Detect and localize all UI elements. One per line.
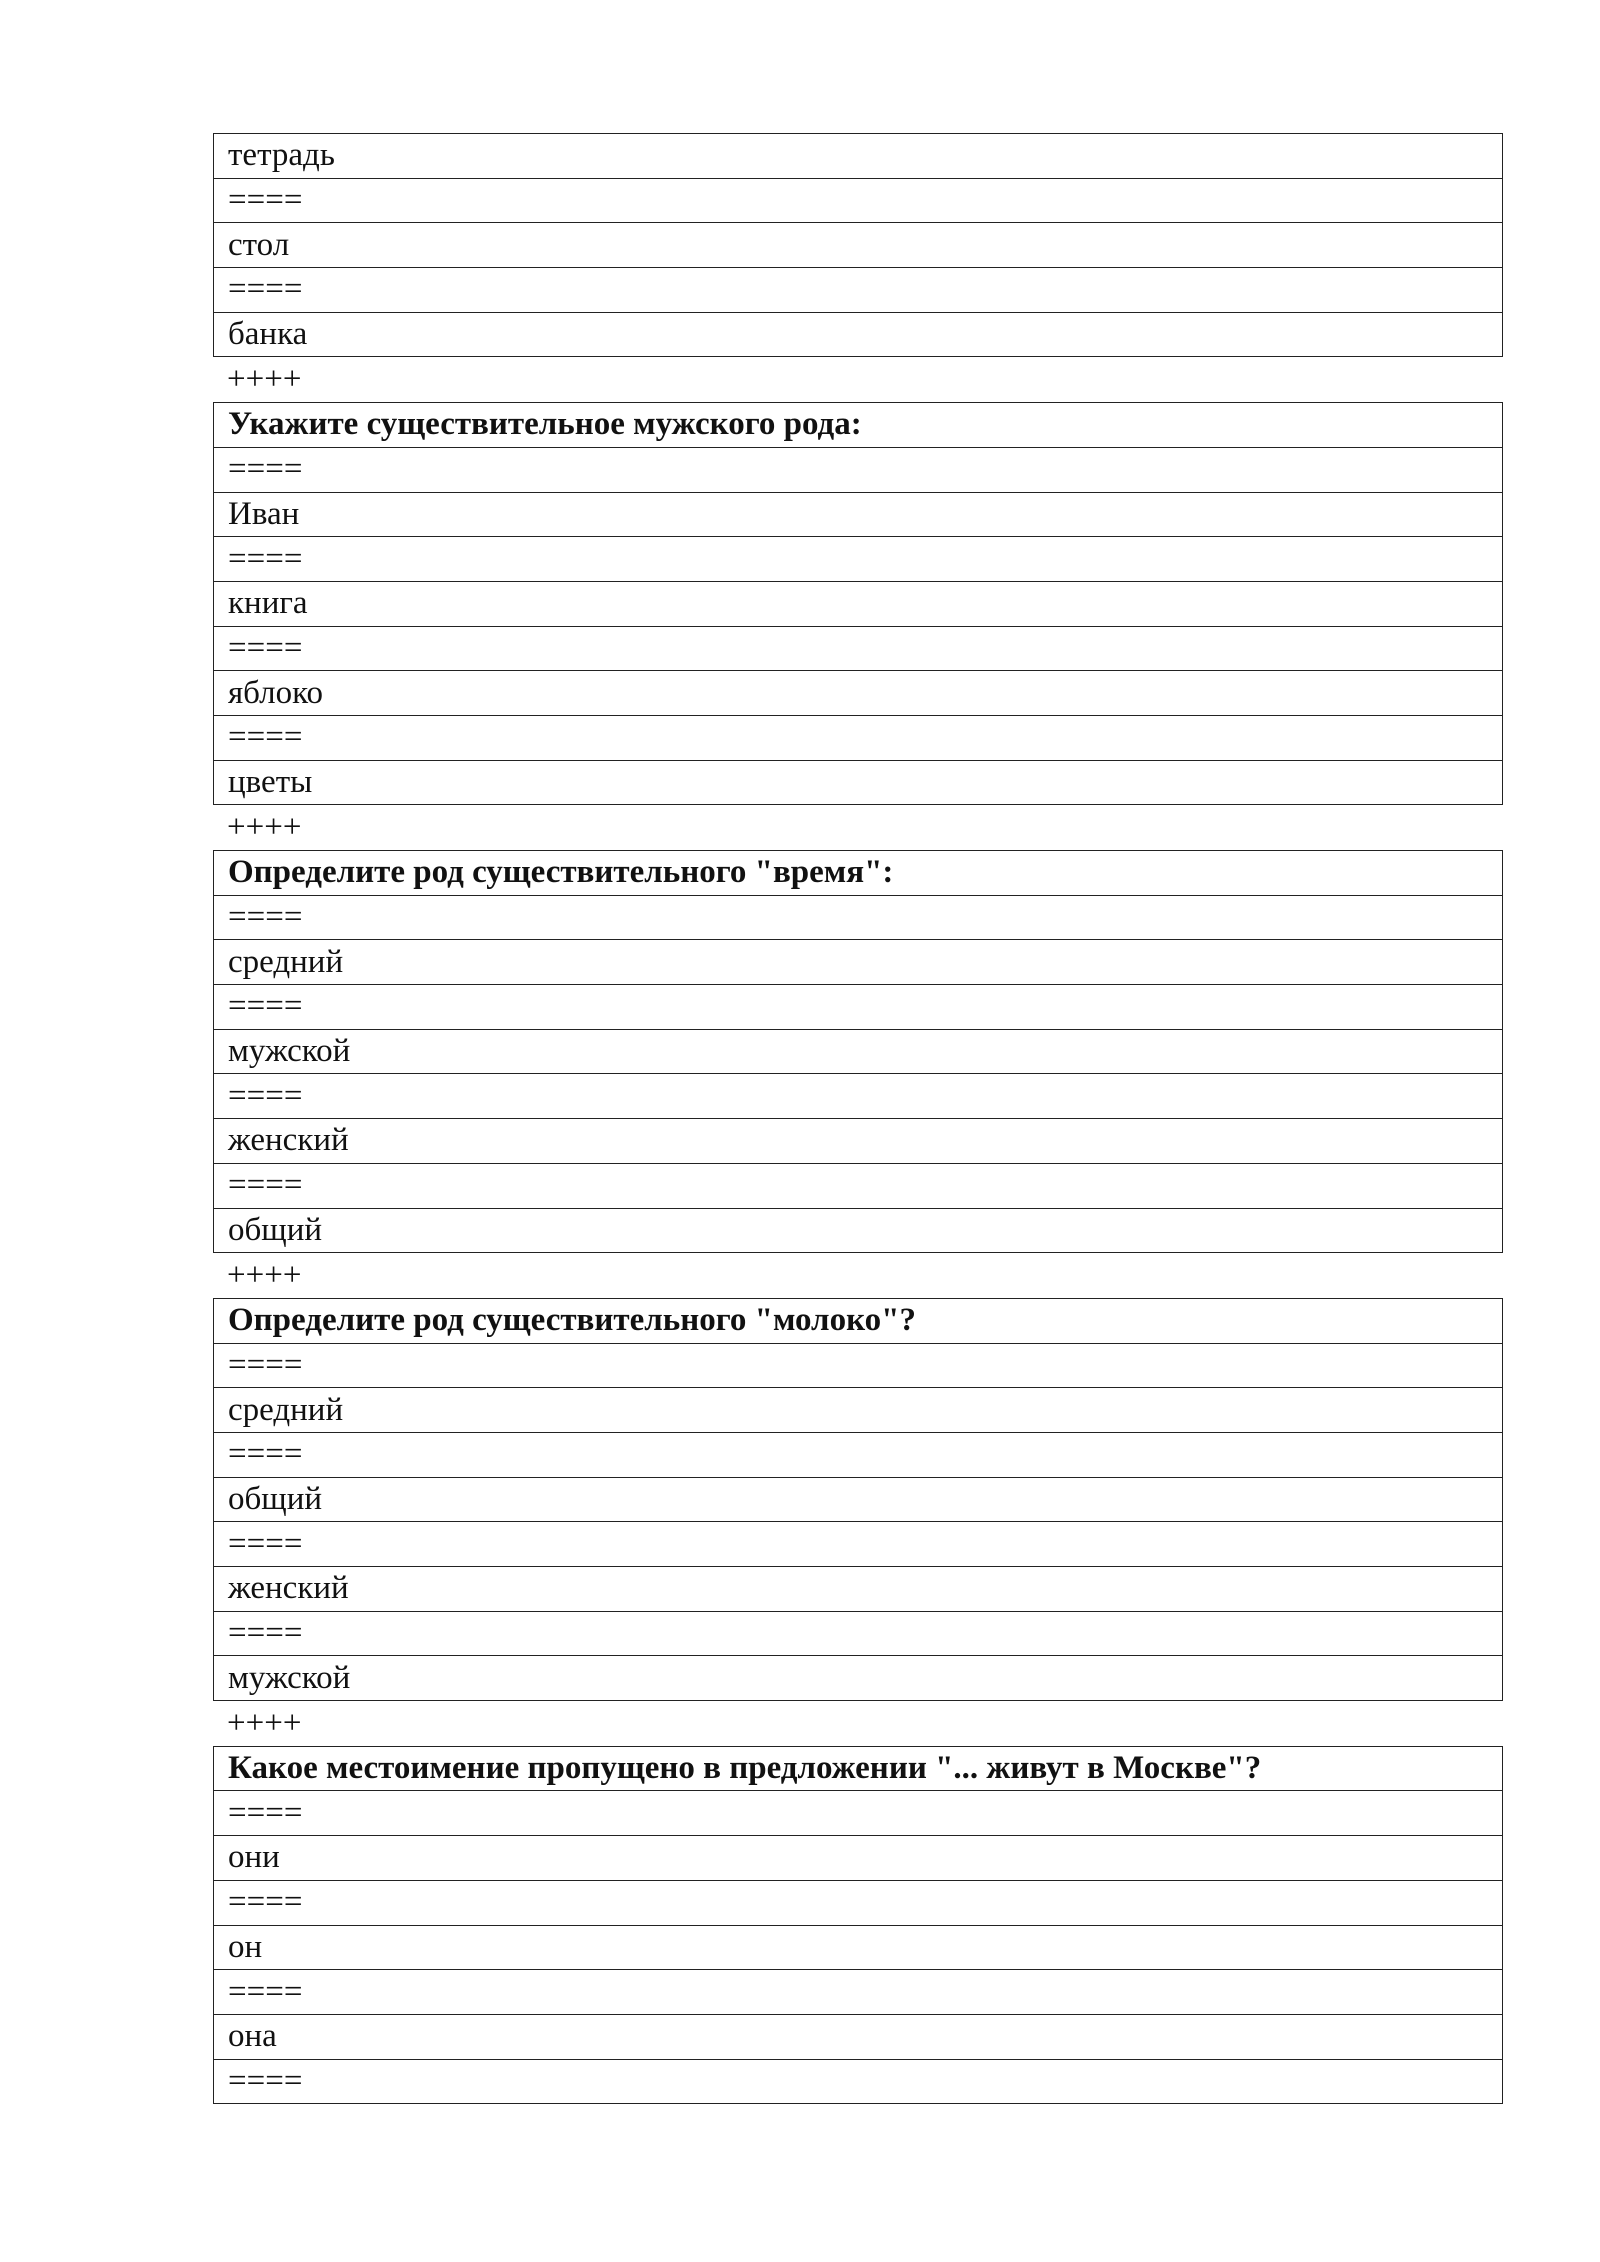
quiz-block-3 bbox=[213, 1298, 1503, 1701]
answer-option: женский bbox=[214, 1567, 1503, 1612]
answer-option: общий bbox=[214, 1208, 1503, 1253]
quiz-block-1 bbox=[213, 402, 1503, 805]
question-text: Определите род существительного "молоко"? bbox=[214, 1298, 1503, 1343]
option-delimiter: ==== bbox=[214, 895, 1503, 940]
option-delimiter: ==== bbox=[214, 1522, 1503, 1567]
quiz-block-0 bbox=[213, 133, 1503, 357]
quiz-block-2 bbox=[213, 850, 1503, 1253]
quiz-content bbox=[213, 133, 1503, 2104]
answer-option: общий bbox=[214, 1477, 1503, 1522]
option-delimiter: ==== bbox=[214, 1970, 1503, 2015]
answer-option: он bbox=[214, 1925, 1503, 1970]
question-separator: ++++ bbox=[227, 1257, 302, 1294]
answer-option: тетрадь bbox=[214, 134, 1503, 179]
answer-option: мужской bbox=[214, 1029, 1503, 1074]
option-delimiter: ==== bbox=[214, 2059, 1503, 2104]
option-delimiter: ==== bbox=[214, 268, 1503, 313]
answer-option: мужской bbox=[214, 1656, 1503, 1701]
option-delimiter: ==== bbox=[214, 1880, 1503, 1925]
question-separator: ++++ bbox=[227, 361, 302, 398]
option-delimiter: ==== bbox=[214, 1343, 1503, 1388]
answer-option: яблоко bbox=[214, 671, 1503, 716]
option-delimiter: ==== bbox=[214, 985, 1503, 1030]
answer-option: стол bbox=[214, 223, 1503, 268]
answer-option: женский bbox=[214, 1119, 1503, 1164]
option-delimiter: ==== bbox=[214, 1074, 1503, 1119]
question-separator: ++++ bbox=[227, 1705, 302, 1742]
answer-option: цветы bbox=[214, 760, 1503, 805]
answer-option: книга bbox=[214, 581, 1503, 626]
answer-option: средний bbox=[214, 1388, 1503, 1433]
option-delimiter: ==== bbox=[214, 1611, 1503, 1656]
answer-option: она bbox=[214, 2014, 1503, 2059]
option-delimiter: ==== bbox=[214, 1791, 1503, 1836]
option-delimiter: ==== bbox=[214, 1163, 1503, 1208]
question-text: Какое местоимение пропущено в предложении "... живут в Москве"? bbox=[214, 1746, 1503, 1791]
question-text: Определите род существительного "время": bbox=[214, 851, 1503, 896]
option-delimiter: ==== bbox=[214, 626, 1503, 671]
option-delimiter: ==== bbox=[214, 715, 1503, 760]
option-delimiter: ==== bbox=[214, 447, 1503, 492]
option-delimiter: ==== bbox=[214, 1432, 1503, 1477]
quiz-block-4 bbox=[213, 1746, 1503, 2105]
answer-option: банка bbox=[214, 312, 1503, 357]
answer-option: они bbox=[214, 1836, 1503, 1881]
question-text: Укажите существительное мужского рода: bbox=[214, 403, 1503, 448]
answer-option: средний bbox=[214, 940, 1503, 985]
answer-option: Иван bbox=[214, 492, 1503, 537]
option-delimiter: ==== bbox=[214, 178, 1503, 223]
option-delimiter: ==== bbox=[214, 537, 1503, 582]
question-separator: ++++ bbox=[227, 809, 302, 846]
